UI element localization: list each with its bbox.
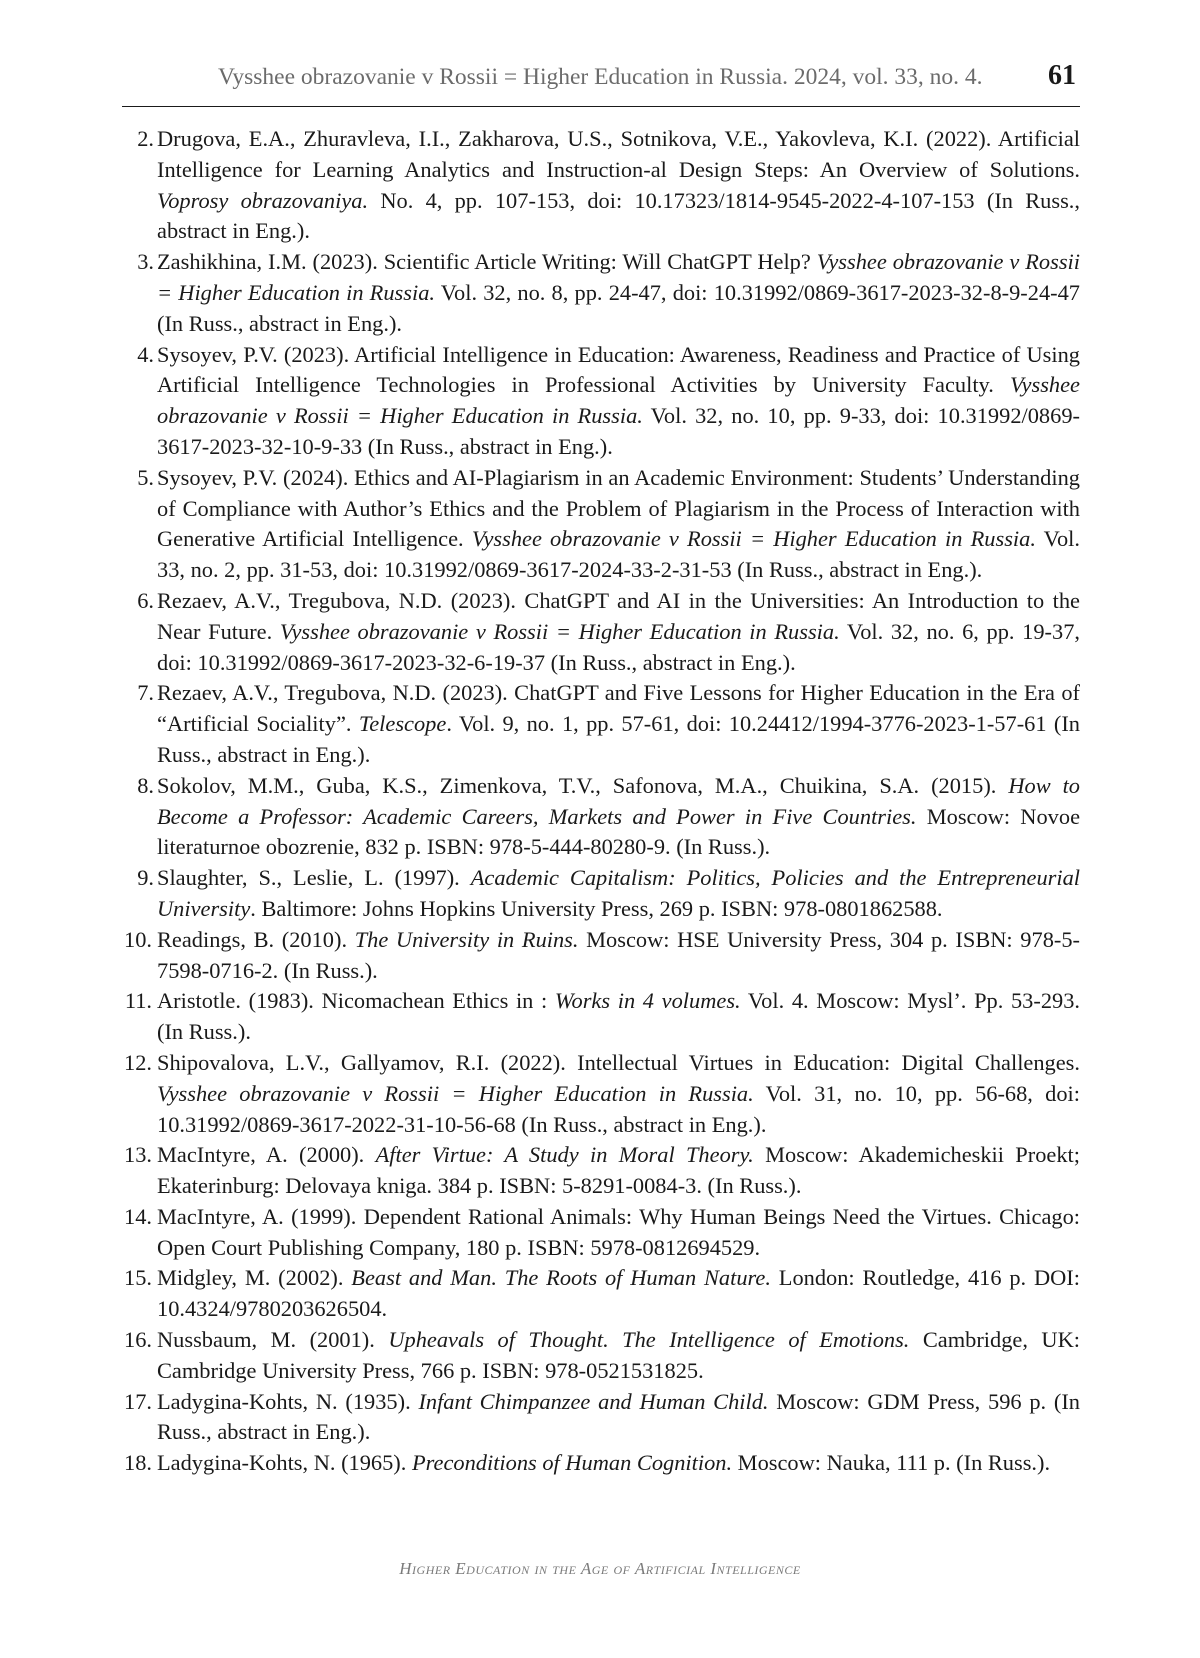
reference-segment: Vol. 33, no. 2, pp. 31-53, doi: 10.31992/0869-3617-2024-33-2-31-53 (In Russ., abstract in Eng.). [157,526,1080,583]
reference-italic-title: Vysshee obrazovanie v Rossii = Higher Education in Russia. [157,249,1080,305]
reference-segment: Rezaev, A.V., Tregubova, N.D. (2023). ChatGPT and Five Lessons for Higher Education in the Era of “Artificial Sociality”. [157,680,1080,737]
reference-item [122,771,1080,863]
reference-text [157,865,1080,921]
reference-italic-title: Preconditions of Human Cognition. [411,1450,733,1476]
reference-number: 14. [124,1203,152,1229]
reference-segment: Rezaev, A.V., Tregubova, N.D. (2023). ChatGPT and AI in the Universities: An Introduction to the Near Future. [157,587,1080,644]
reference-text [157,1389,1080,1445]
reference-italic-title: After Virtue: A Study in Moral Theory. [375,1142,754,1168]
reference-segment: Vol. 32, no. 8, pp. 24-47, doi: 10.31992/0869-3617-2023-32-8-9-24-47 (In Russ., abstract in Eng.). [157,279,1080,336]
reference-segment: Drugova, E.A., Zhuravleva, I.I., Zakharova, U.S., Sotnikova, V.E., Yakovleva, K.I. (2022). Artificial Intelligence for Learning Analytics and Instruction-al Design Steps: An Overview of Solutions. [157,126,1080,182]
reference-italic-title: Vysshee obrazovanie v Rossii = Higher Education in Russia. [157,372,1080,429]
reference-number: 4. [137,341,154,367]
reference-item [122,247,1080,339]
reference-segment: Shipovalova, L.V., Gallyamov, R.I. (2022). Intellectual Virtues in Education: Digital Challenges. [157,1049,1080,1075]
reference-text [157,680,1080,767]
reference-number: 5. [137,464,154,490]
reference-text [157,927,1080,983]
reference-item [122,863,1080,925]
reference-text [157,1142,1080,1198]
running-title: Vysshee obrazovanie v Rossii = Higher Education in Russia. 2024, vol. 33, no. 4. [218,64,983,90]
reference-number: 18. [124,1450,152,1476]
reference-item [122,1202,1080,1264]
reference-italic-title: Telescope [358,711,447,737]
reference-text [157,1265,1080,1321]
reference-segment: Nussbaum, M. (2001). [157,1327,389,1353]
section-footer: Higher Education in the Age of Artificial Intelligence [399,1559,801,1578]
reference-item [122,1325,1080,1387]
reference-segment: Vol. 31, no. 10, pp. 56-68, doi: 10.31992/0869-3617-2022-31-10-56-68 (In Russ., abstract in Eng.). [157,1080,1080,1137]
reference-item [122,586,1080,678]
reference-text [157,1204,1080,1260]
reference-text [157,1327,1080,1383]
reference-segment: Ladygina-Kohts, N. (1965). [157,1450,412,1476]
reference-italic-title: Upheavals of Thought. The Intelligence of Emotions. [388,1327,910,1353]
reference-segment: Readings, B. (2010). [157,926,355,952]
reference-text [157,588,1080,675]
reference-segment: Moscow: Nauka, 111 p. (In Russ.). [732,1450,1051,1476]
reference-number: 9. [137,865,154,891]
reference-segment: MacIntyre, A. (1999). Dependent Rational Animals: Why Human Beings Need the Virtues. Chicago: Open Court Publishing Company, 180 p. ISBN: 5978-0812694529. [157,1203,1080,1260]
reference-text [157,1050,1080,1137]
reference-italic-title: Vysshee obrazovanie v Rossii = Higher Education in Russia. [471,526,1036,552]
reference-text [157,126,1080,243]
reference-number: 2. [137,126,154,151]
reference-segment: . Baltimore: Johns Hopkins University Press, 269 p. ISBN: 978-0801862588. [250,895,943,921]
reference-italic-title: Infant Chimpanzee and Human Child. [418,1388,769,1414]
reference-segment: Midgley, M. (2002). [157,1265,352,1291]
reference-segment: . Vol. 9, no. 1, pp. 57-61, doi: 10.24412/1994-3776-2023-1-57-61 (In Russ., abstract in Eng.). [157,711,1080,767]
reference-number: 3. [137,249,154,275]
reference-number: 13. [124,1142,152,1168]
reference-segment: No. 4, pp. 107-153, doi: 10.17323/1814-9545-2022-4-107-153 (In Russ., abstract in Eng.). [157,187,1081,244]
reference-italic-title: Academic Capitalism: Politics, Policies and the Entrepreneurial University [157,865,1080,921]
reference-text [157,342,1080,459]
reference-number: 12. [124,1049,152,1075]
reference-segment: Moscow: Akademicheskii Proekt; Ekaterinburg: Delovaya kniga. 384 p. ISBN: 5-8291-0084-3. (In Russ.). [157,1142,1080,1199]
reference-list [122,124,1080,1479]
reference-item [122,1387,1080,1449]
reference-italic-title: Beast and Man. The Roots of Human Nature. [351,1265,771,1291]
reference-item [122,124,1080,247]
reference-text [157,465,1080,582]
reference-number: 15. [124,1265,152,1291]
reference-item [122,986,1080,1048]
reference-item [122,340,1080,463]
reference-item [122,1263,1080,1325]
reference-segment: Moscow: HSE University Press, 304 p. ISBN: 978-5-7598-0716-2. (In Russ.). [157,926,1080,983]
reference-segment: Cambridge, UK: Cambridge University Press, 766 p. ISBN: 978-0521531825. [157,1327,1080,1383]
reference-item [122,463,1080,586]
reference-number: 17. [124,1388,152,1414]
reference-segment: Vol. 4. Moscow: Mysl’. Pp. 53-293. (In Russ.). [157,988,1081,1045]
reference-segment: Vol. 32, no. 10, pp. 9-33, doi: 10.31992/0869-3617-2023-32-10-9-33 (In Russ., abstract in Eng.). [157,403,1080,459]
reference-italic-title: How to Become a Professor: Academic Careers, Markets and Power in Five Countries. [157,772,1080,829]
reference-number: 8. [137,772,154,798]
reference-segment: Moscow: Novoe literaturnoe obozrenie, 832 p. ISBN: 978-5-444-80280-9. (In Russ.). [157,803,1081,860]
reference-number: 7. [137,680,154,706]
running-header [122,58,1080,107]
reference-segment: Sysoyev, P.V. (2023). Artificial Intelligence in Education: Awareness, Readiness and Practice of Using Artificial Intelligence Technologies in Professional Activities by University Faculty. [157,341,1080,398]
reference-number: 10. [124,926,152,952]
reference-text [157,249,1080,336]
reference-number: 6. [137,587,154,613]
reference-item [122,1448,1080,1479]
reference-segment: Sysoyev, P.V. (2024). Ethics and AI-Plagiarism in an Academic Environment: Students’ Understanding of Compliance with Author’s Ethics and the Problem of Plagiarism in the Process of Interaction with Generative Artificial Intelligence. [157,464,1080,552]
reference-segment: Vol. 32, no. 6, pp. 19-37, doi: 10.31992/0869-3617-2023-32-6-19-37 (In Russ., abstract in Eng.). [157,618,1080,675]
reference-text [157,988,1080,1044]
reference-segment: Moscow: GDM Press, 596 p. (In Russ., abstract in Eng.). [157,1388,1080,1445]
reference-item [122,1048,1080,1140]
reference-italic-title: Vysshee obrazovanie v Rossii = Higher Education in Russia. [157,1080,754,1106]
reference-segment: Ladygina-Kohts, N. (1935). [157,1388,419,1414]
reference-segment: Slaughter, S., Leslie, L. (1997). [157,865,471,891]
reference-italic-title: Vysshee obrazovanie v Rossii = Higher Education in Russia. [279,618,840,644]
reference-italic-title: Works in 4 volumes. [554,988,741,1014]
reference-item [122,925,1080,987]
reference-italic-title: Voprosy obrazovaniya. [157,187,369,213]
reference-segment: MacIntyre, A. (2000). [157,1142,376,1168]
reference-italic-title: The University in Ruins. [354,926,579,952]
reference-text [157,773,1080,860]
reference-number: 16. [124,1327,152,1353]
page-number: 61 [1048,60,1076,91]
reference-segment: Zashikhina, I.M. (2023). Scientific Article Writing: Will ChatGPT Help? [157,249,817,275]
reference-number: 11. [124,988,152,1014]
reference-segment: Sokolov, M.M., Guba, K.S., Zimenkova, T.V., Safonova, M.A., Chuikina, S.A. (2015). [157,772,1009,798]
reference-segment: Aristotle. (1983). Nicomachean Ethics in : [157,988,555,1014]
reference-text [157,1450,1050,1475]
reference-item [122,1140,1080,1202]
reference-item [122,678,1080,770]
reference-segment: London: Routledge, 416 p. DOI: 10.4324/9780203626504. [157,1265,1080,1322]
